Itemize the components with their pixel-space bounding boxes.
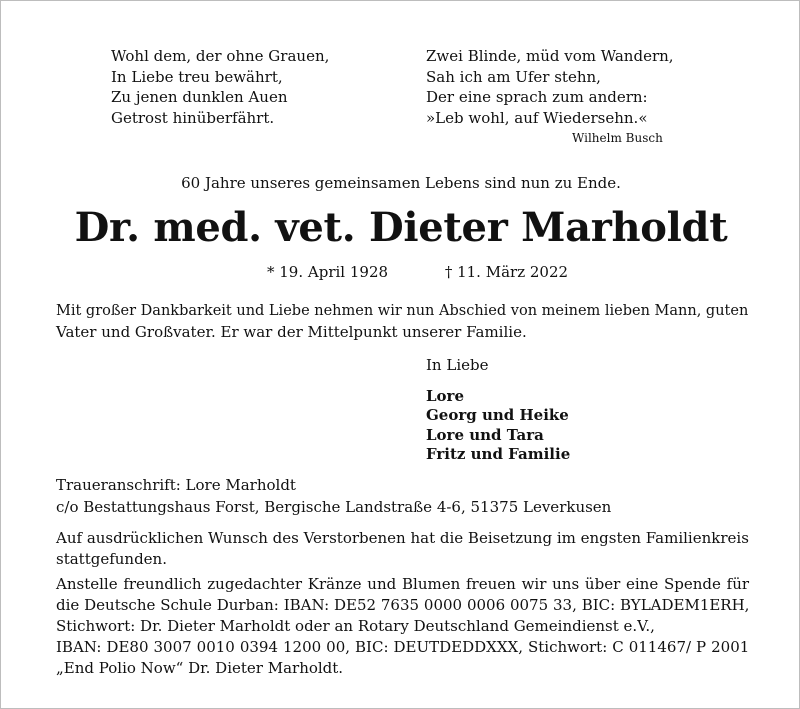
poem-line: Sah ich am Ufer stehn, bbox=[426, 67, 601, 86]
birth-date: * 19. April 1928 bbox=[267, 263, 389, 281]
burial-paragraph bbox=[56, 528, 749, 570]
poem-line: Der eine sprach zum andern: bbox=[426, 88, 648, 106]
poem-right bbox=[426, 46, 674, 128]
mourner-name: Fritz und Familie bbox=[426, 445, 571, 463]
death-date: † 11. März 2022 bbox=[444, 263, 569, 281]
farewell-paragraph bbox=[56, 301, 749, 343]
donation-paragraph bbox=[56, 574, 749, 679]
paragraph-line: die Deutsche Schule Durban: IBAN: DE52 7635 0000 0006 0075 33, BIC: BYLADEM1ERH, bbox=[56, 596, 750, 614]
poem-line: Wohl dem, der ohne Grauen, bbox=[111, 47, 330, 65]
poem-line: Getrost hinüberfährt. bbox=[111, 108, 275, 127]
mourner-name: Georg und Heike bbox=[426, 406, 569, 424]
paragraph-line: Vater und Großvater. Er war der Mittelpunkt unserer Familie. bbox=[56, 323, 527, 341]
address-line: c/o Bestattungshaus Forst, Bergische Landstraße 4-6, 51375 Leverkusen bbox=[56, 498, 612, 516]
paragraph-line: IBAN: DE80 3007 0010 0394 1200 00, BIC: DEUTDEDDXXX, Stichwort: C 011467/ P 2001 bbox=[56, 638, 750, 656]
life-dates bbox=[267, 263, 568, 281]
mourning-address bbox=[56, 474, 611, 518]
paragraph-line: Anstelle freundlich zugedachter Kränze und Blumen freuen wir uns über eine Spende für bbox=[56, 575, 750, 593]
paragraph-line: Auf ausdrücklichen Wunsch des Verstorbenen hat die Beisetzung im engsten Familienkreis bbox=[56, 529, 749, 547]
poem-line: In Liebe treu bewährt, bbox=[111, 67, 283, 86]
paragraph-line: stattgefunden. bbox=[56, 550, 167, 568]
deceased-name: Dr. med. vet. Dieter Marholdt bbox=[74, 204, 728, 251]
mourner-name: Lore bbox=[426, 386, 464, 405]
poem-author: Wilhelm Busch bbox=[572, 131, 663, 145]
poem-line: »Leb wohl, auf Wiedersehn.« bbox=[426, 108, 648, 127]
mourners-block bbox=[426, 356, 570, 465]
poem-line: Zwei Blinde, müd vom Wandern, bbox=[426, 47, 674, 65]
poem-left bbox=[111, 46, 329, 128]
signoff-label: In Liebe bbox=[426, 356, 489, 374]
intro-text: 60 Jahre unseres gemeinsamen Lebens sind nun zu Ende. bbox=[181, 174, 621, 192]
address-line: Traueranschrift: Lore Marholdt bbox=[56, 476, 296, 494]
poem-line: Zu jenen dunklen Auen bbox=[111, 88, 288, 106]
paragraph-line: Mit großer Dankbarkeit und Liebe nehmen wir nun Abschied von meinem lieben Mann, guten bbox=[56, 303, 749, 319]
paragraph-line: „End Polio Now“ Dr. Dieter Marholdt. bbox=[56, 659, 344, 677]
paragraph-line: Stichwort: Dr. Dieter Marholdt oder an Rotary Deutschland Gemeindienst e.V., bbox=[56, 617, 655, 635]
mourner-name: Lore und Tara bbox=[426, 425, 544, 444]
